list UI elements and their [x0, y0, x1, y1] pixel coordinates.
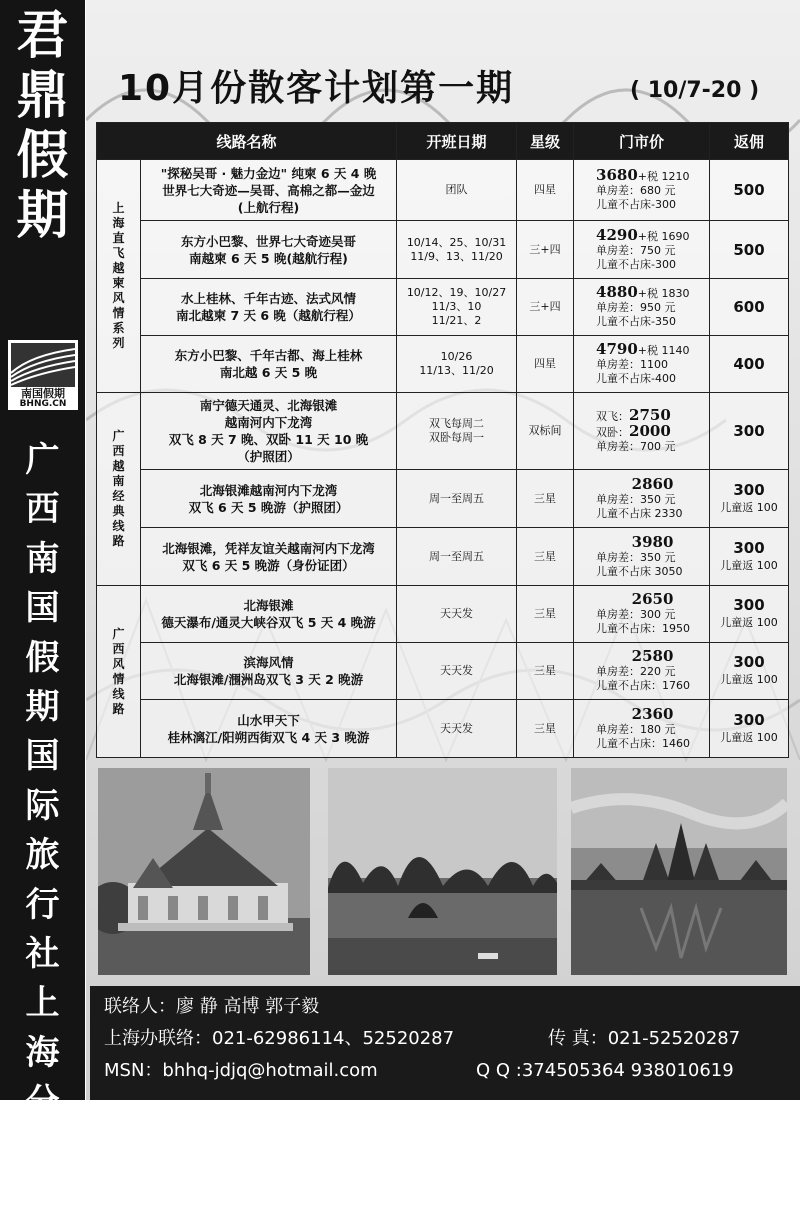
departure-dates: [397, 393, 517, 470]
retail-price: [574, 643, 710, 700]
group-label-char: 越: [112, 459, 125, 473]
org-char: 上: [25, 983, 60, 1024]
rebate-value: 300: [733, 653, 765, 671]
price-note: 单房差：700 元: [596, 440, 676, 453]
group-label-char: 系: [112, 321, 125, 335]
brand-name: [0, 6, 85, 246]
departure-dates: [397, 160, 517, 221]
group-label-char: 广: [112, 626, 125, 641]
org-char: 海: [25, 1032, 60, 1073]
retail-price: [574, 336, 710, 393]
price-main: 4790: [596, 340, 638, 358]
bay-image-icon: [328, 768, 557, 975]
route-line: 北海银滩，凭祥友谊关越南河内下龙湾: [162, 540, 375, 556]
price-note: 单房差：1100: [596, 358, 669, 371]
route-line: 南北越柬 7 天 6 晚（越航行程）: [176, 308, 361, 323]
group-label-char: 风: [112, 656, 125, 671]
group-label-char: 上: [112, 201, 125, 215]
org-char: 期: [25, 687, 60, 728]
route-line: 世界七大奇迹—吴哥、高棉之都—金边: [162, 182, 375, 198]
group-label-char: 柬: [112, 276, 125, 290]
group-label-char: 经: [112, 489, 125, 503]
route-name: [141, 336, 397, 393]
rebate: [710, 336, 789, 393]
route-name: [141, 393, 397, 470]
group-label: [97, 160, 141, 393]
group-label-char: 典: [112, 504, 125, 518]
price-note: 单房差：950 元: [596, 301, 676, 314]
route-line: 滨海风情: [243, 655, 294, 670]
table-row: [97, 470, 789, 528]
date-range: ( 10/7-20 ): [630, 78, 760, 103]
hotel-star: 双标间: [517, 393, 574, 470]
org-char: 行: [25, 884, 60, 925]
table-row: [97, 643, 789, 700]
org-char: 国: [25, 588, 60, 629]
departure-dates: [397, 643, 517, 700]
hotel-star: 三星: [517, 700, 574, 758]
date-line: 周一至周五: [429, 491, 485, 505]
rebate-value: 300: [733, 596, 765, 614]
group-label-char: 南: [112, 474, 125, 488]
price-note: 儿童不占床-300: [596, 198, 676, 211]
date-line: 天天发: [440, 607, 474, 620]
group-label-char: 风: [112, 291, 125, 305]
route-line: 东方小巴黎、世界七大奇迹吴哥: [181, 233, 357, 249]
msn-contact: MSN：bhhq-jdjq@hotmail.com: [104, 1060, 378, 1081]
date-line: 10/12、19、10/27: [406, 286, 507, 299]
organization-name: [0, 436, 85, 1227]
date-line: 天天发: [440, 721, 474, 735]
retail-price: [574, 586, 710, 643]
hotel-star: 三星: [517, 470, 574, 528]
group-label-char: 线: [112, 686, 125, 701]
rebate-value: 400: [733, 355, 765, 373]
column-header-price: 门市价: [574, 123, 710, 160]
rebate-value: 500: [733, 240, 765, 259]
table-row: [97, 160, 789, 221]
price-note: 儿童不占床：1460: [596, 736, 691, 750]
route-line: 越南河内下龙湾: [224, 415, 313, 430]
org-char: 国: [25, 736, 60, 777]
route-line: 北海银滩/涠洲岛双飞 3 天 2 晚游: [173, 672, 364, 687]
table-row: [97, 221, 789, 279]
price-main: 2360: [631, 704, 674, 723]
price-main: 2860: [631, 474, 674, 493]
departure-dates: [397, 279, 517, 336]
rebate-child: 儿童返 100: [720, 558, 778, 572]
group-label-char: 路: [112, 534, 125, 548]
hotel-star: 四星: [517, 336, 574, 393]
rebate-value: 300: [733, 480, 765, 499]
price-note: 儿童不占床-300: [596, 257, 676, 271]
price-note: 单房差：350 元: [596, 492, 676, 506]
price-note: 单房差：750 元: [596, 243, 676, 257]
group-label-char: 海: [112, 216, 125, 230]
rebate: [710, 160, 789, 221]
fax-number: 传 真：021-52520287: [548, 1028, 741, 1049]
price-note: 儿童不占床 3050: [596, 564, 683, 578]
table-header-row: [97, 123, 789, 160]
price-note: 儿童不占床-400: [596, 372, 676, 385]
table-row: [97, 586, 789, 643]
price-note: 单房差：300 元: [596, 608, 676, 621]
logo-text-en: BHNG.CN: [19, 399, 67, 409]
price-tax: +税 1140: [637, 344, 690, 357]
column-header-star: 星级: [517, 123, 574, 160]
route-line: (上航行程): [237, 199, 300, 215]
retail-price: [574, 700, 710, 758]
group-label-char: 西: [112, 641, 125, 656]
departure-dates: [397, 336, 517, 393]
route-name: [141, 279, 397, 336]
table-row: [97, 279, 789, 336]
group-label-char: 情: [112, 671, 125, 686]
rebate-child: 儿童返 100: [720, 673, 778, 686]
date-line: 天天发: [440, 664, 474, 677]
table-row: [97, 528, 789, 586]
rebate: [710, 586, 789, 643]
group-label-char: 西: [112, 444, 125, 458]
retail-price: [574, 221, 710, 279]
group-label: [97, 393, 141, 586]
price-main: 2750: [629, 406, 671, 424]
rebate: [710, 470, 789, 528]
rebate-value: 600: [733, 298, 765, 316]
column-header-route: 线路名称: [97, 123, 397, 160]
table-row: [97, 393, 789, 470]
group-label-char: 越: [112, 261, 125, 275]
price-main: 3680: [596, 166, 638, 184]
rebate-child: 儿童返 100: [720, 616, 778, 629]
price-note: 儿童不占床-350: [596, 315, 676, 328]
retail-price: [574, 279, 710, 336]
group-label: [97, 586, 141, 758]
org-char: 际: [25, 785, 60, 826]
route-line: （护照团）: [237, 449, 300, 464]
hotel-star: 三+四: [517, 221, 574, 279]
price-label: 双飞：: [596, 410, 630, 423]
route-line: 南宁德天通灵、北海银滩: [199, 398, 338, 413]
date-line: 团队: [445, 183, 468, 196]
retail-price: [574, 160, 710, 221]
price-note: 单房差：680 元: [596, 184, 676, 197]
wave-logo-icon: [11, 343, 75, 387]
rebate-value: 500: [733, 181, 765, 199]
rebate: [710, 279, 789, 336]
date-line: 双飞每周二: [429, 417, 485, 430]
rebate-value: 300: [733, 538, 765, 557]
temple-photo: [98, 768, 310, 975]
route-line: 双飞 6 天 5 晚游（护照团）: [188, 499, 349, 515]
route-price-table: [96, 122, 789, 758]
hotel-star: 三+四: [517, 279, 574, 336]
route-line: 东方小巴黎、千年古都、海上桂林: [174, 348, 363, 363]
org-char: 南: [25, 538, 60, 579]
rebate: [710, 393, 789, 470]
contact-footer: [90, 986, 800, 1100]
angkor-photo: [571, 768, 787, 975]
departure-dates: [397, 700, 517, 758]
company-logo: [8, 340, 78, 410]
qq-contact: Q Q :374505364 938010619: [476, 1060, 734, 1081]
route-name: [141, 470, 397, 528]
route-line: 南北越 6 天 5 晚: [219, 365, 318, 380]
brand-char: 鼎: [16, 65, 69, 126]
price-main: 2650: [631, 590, 674, 608]
rebate: [710, 700, 789, 758]
hotel-star: 四星: [517, 160, 574, 221]
rebate: [710, 643, 789, 700]
group-label-char: 线: [112, 519, 125, 533]
date-line: 10/14、25、10/31: [406, 235, 507, 249]
group-label-char: 直: [112, 231, 125, 245]
price-label: 双卧：: [596, 426, 630, 439]
price-note: 单房差：180 元: [596, 722, 676, 736]
contact-people: 联络人：廖 静 高博 郭子毅: [104, 996, 320, 1017]
org-char: 广: [25, 440, 60, 480]
group-label-char: 情: [112, 306, 125, 320]
price-note: 单房差：220 元: [596, 665, 676, 678]
hotel-star: 三星: [517, 528, 574, 586]
price-note: 单房差：350 元: [596, 550, 676, 564]
date-line: 11/21、2: [431, 314, 482, 327]
sidebar: [0, 0, 85, 1222]
date-line: 10/26: [440, 350, 473, 363]
date-line: 11/9、13、11/20: [410, 249, 503, 263]
route-line: "探秘吴哥 · 魅力金边" 纯柬 6 天 4 晚: [160, 165, 377, 181]
brand-char: 君: [16, 5, 69, 66]
org-char: 社: [25, 934, 60, 975]
date-line: 双卧每周一: [429, 431, 485, 444]
price-note: 儿童不占床 2330: [596, 506, 683, 520]
rebate-value: 300: [733, 710, 765, 729]
route-line: 双飞 8 天 7 晚、双卧 11 天 10 晚: [168, 432, 369, 447]
group-label-char: 广: [112, 429, 125, 443]
route-line: 北海银滩越南河内下龙湾: [199, 482, 338, 498]
route-name: [141, 160, 397, 221]
brand-char: 期: [16, 185, 69, 246]
org-char: 假: [25, 637, 60, 678]
route-name: [141, 586, 397, 643]
page-title: 10月份散客计划第一期: [118, 68, 515, 109]
date-line: 周一至周五: [429, 549, 485, 563]
group-label-char: 路: [112, 701, 125, 716]
rebate-value: 300: [733, 422, 765, 440]
hotel-star: 三星: [517, 586, 574, 643]
departure-dates: [397, 470, 517, 528]
route-line: 桂林漓江/阳朔西街双飞 4 天 3 晚游: [167, 729, 370, 745]
date-line: 11/13、11/20: [419, 364, 494, 377]
route-line: 水上桂林、千年古迹、法式风情: [181, 291, 357, 306]
price-main: 3980: [631, 532, 674, 551]
org-char: 西: [25, 489, 60, 530]
price-note: 儿童不占床：1760: [596, 679, 691, 692]
org-char: 旅: [25, 835, 60, 876]
date-line: 11/3、10: [431, 300, 482, 313]
group-label-char: 列: [112, 336, 125, 350]
price-tax: +税 1830: [637, 287, 690, 300]
brand-char: 假: [16, 125, 69, 186]
org-char: 公: [25, 1131, 60, 1172]
group-label-char: 飞: [112, 246, 125, 260]
route-line: 山水甲天下: [237, 712, 300, 728]
departure-dates: [397, 221, 517, 279]
rebate-child: 儿童返 100: [720, 500, 778, 514]
price-tax: +税 1690: [637, 229, 690, 243]
departure-dates: [397, 586, 517, 643]
org-char: 司: [25, 1181, 60, 1222]
temple-image-icon: [98, 768, 310, 975]
logo-text-cn: 南国假期: [21, 387, 65, 400]
price-tax: +税 1210: [637, 170, 690, 183]
price-main: 4290: [596, 225, 638, 244]
price-main: 2580: [631, 647, 674, 665]
price-main: 4880: [596, 283, 638, 301]
route-name: [141, 643, 397, 700]
route-line: 双飞 6 天 5 晚游（身份证团）: [182, 557, 355, 573]
hotel-star: 三星: [517, 643, 574, 700]
price-note: 儿童不占床：1950: [596, 622, 691, 635]
bay-photo: [328, 768, 557, 975]
price-main: 2000: [629, 422, 671, 440]
route-name: [141, 221, 397, 279]
column-header-dates: 开班日期: [397, 123, 517, 160]
route-line: 北海银滩: [243, 598, 294, 613]
angkor-image-icon: [571, 768, 787, 975]
route-line: 德天瀑布/通灵大峡谷双飞 5 天 4 晚游: [161, 615, 376, 630]
org-char: 分: [25, 1082, 60, 1123]
rebate: [710, 528, 789, 586]
table-row: [97, 336, 789, 393]
departure-dates: [397, 528, 517, 586]
retail-price: [574, 528, 710, 586]
table-row: [97, 700, 789, 758]
retail-price: [574, 393, 710, 470]
rebate: [710, 221, 789, 279]
route-line: 南越柬 6 天 5 晚(越航行程): [189, 250, 348, 266]
rebate-child: 儿童返 100: [720, 730, 778, 744]
route-name: [141, 700, 397, 758]
retail-price: [574, 470, 710, 528]
route-name: [141, 528, 397, 586]
office-phone: 上海办联络：021-62986114、52520287: [104, 1028, 455, 1049]
column-header-rebate: 返佣: [710, 123, 789, 160]
